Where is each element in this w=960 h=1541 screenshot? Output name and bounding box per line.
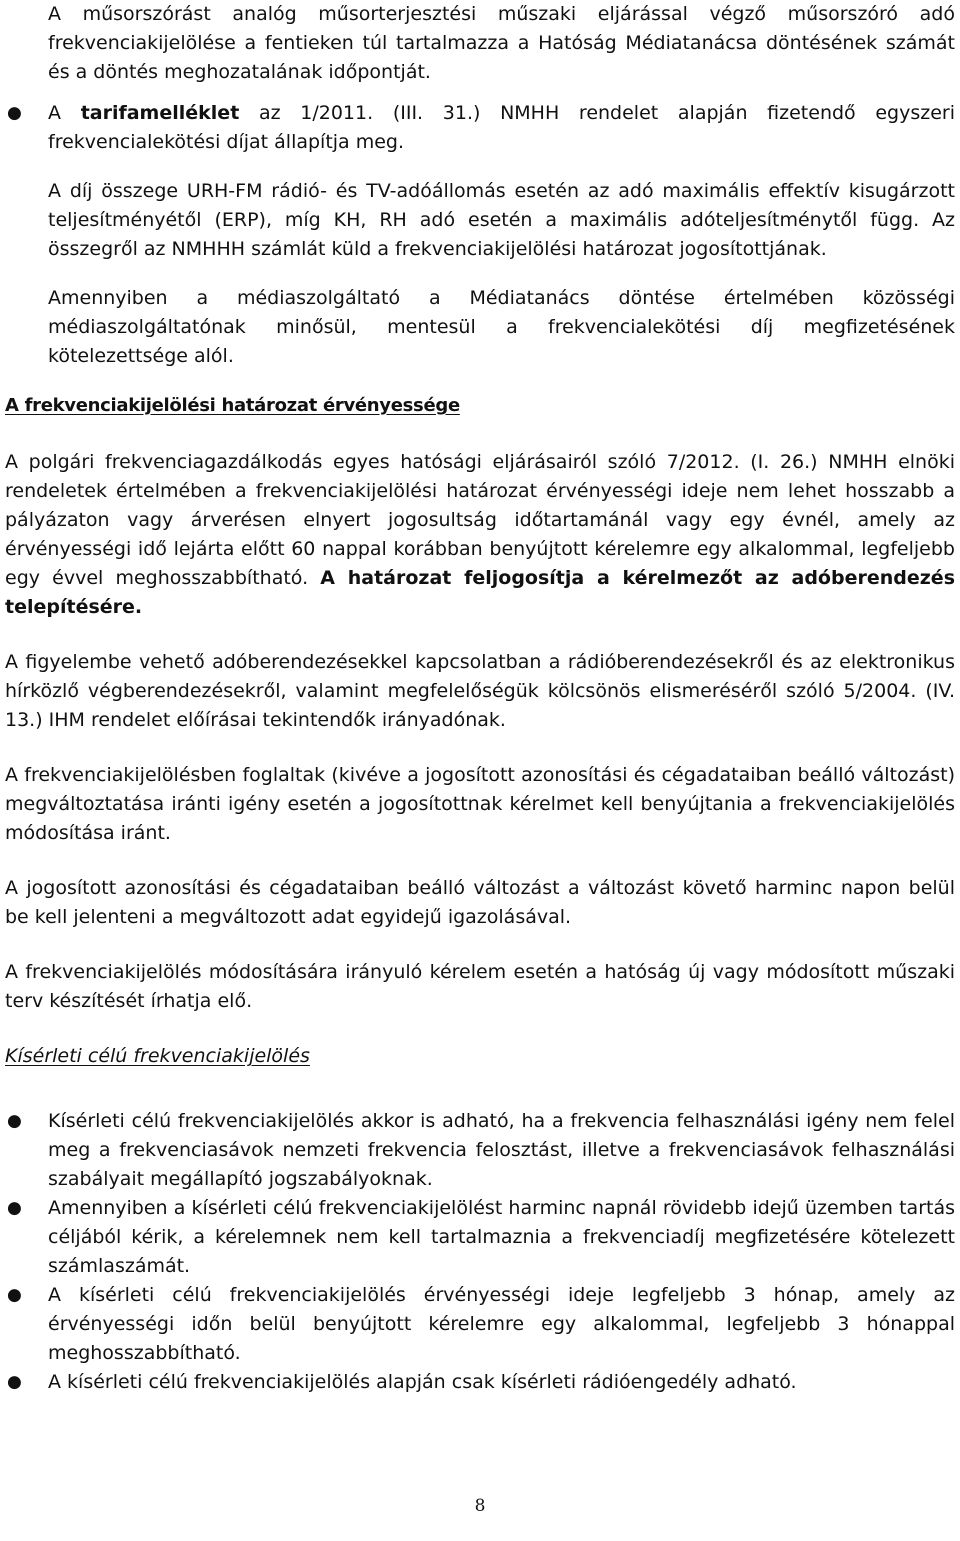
experimental-bullet-item [5, 1368, 955, 1397]
technical-plan-paragraph: A frekvenciakijelölés módosítására irányuló kérelem esetén a hatóság új vagy módosított műszaki terv készítését írhatja elő. [5, 961, 955, 1012]
tariff-bullet-list [5, 99, 955, 157]
tariff-bold-term: tarifamelléklet [80, 102, 240, 124]
experimental-bullet-text: A kísérleti célú frekvenciakijelölés alapján csak kísérleti rádióengedély adható. [48, 1371, 797, 1393]
section-heading-validity: A frekvenciakijelölési határozat érvényessége [5, 395, 460, 416]
tariff-text-before: A [48, 102, 81, 124]
experimental-bullet-text: Kísérleti célú frekvenciakijelölés akkor is adható, ha a frekvencia felhasználási igény nem felel meg a frekvenciasávok nemzeti frekvencia felosztást, illetve a frekvenciasávok felhasználási szabályait megállapító jogszabályoknak. [48, 1110, 955, 1190]
page-number: 8 [474, 1496, 486, 1516]
experimental-bullet-item [5, 1281, 955, 1368]
tariff-text-after: az 1/2011. (III. 31.) NMHH rendelet alapján fizetendő egyszeri frekvencialekötési díjat állapítja meg. [48, 102, 955, 153]
experimental-bullet-text: A kísérleti célú frekvenciakijelölés érvényességi ideje legfeljebb 3 hónap, amely az érvényességi időn belül benyújtott kérelemre egy alkalommal, legfeljebb 3 hónappal meghosszabbítható. [48, 1284, 955, 1364]
community-exemption-paragraph: Amennyiben a médiaszolgáltató a Médiatanács döntése értelmében közösségi médiaszolgáltatónak minősül, mentesül a frekvencialekötési díj megfizetésének kötelezettsége alól. [48, 287, 955, 367]
intro-paragraph: A műsorszórást analóg műsorterjesztési műszaki eljárással végző műsorszóró adó frekvenciakijelölése a fentieken túl tartalmazza a Hatóság Médiatanácsa döntésének számát és a döntés meghozatalának időpontját. [48, 3, 955, 83]
document-page [5, 0, 955, 1397]
validity-paragraph [5, 448, 955, 622]
validity-text: A polgári frekvenciagazdálkodás egyes hatósági eljárásairól szóló 7/2012. (I. 26.) NMHH elnöki rendeletek értelmében a frekvenciakijelölési határozat érvényességi ideje nem lehet hosszabb a pályázaton vagy árverésen elnyert jogosultság időtartamánál vagy egy évnél, amely az érvényességi idő lejárta előtt 60 nappal korábban benyújtott kérelemre egy alkalommal, legfeljebb egy évvel meghosszabbítható. [5, 451, 955, 589]
fee-amount-paragraph: A díj összege URH-FM rádió- és TV-adóállomás esetén az adó maximális effektív kisugárzott teljesítményétől (ERP), míg KH, RH adó esetén a maximális adóteljesítménytől függ. Az összegről az NMHHH számlát küld a frekvenciakijelölési határozat jogosítottjának. [48, 180, 955, 260]
experimental-bullet-item [5, 1107, 955, 1194]
section-heading-experimental: Kísérleti célú frekvenciakijelölés [5, 1045, 310, 1067]
experimental-bullet-item [5, 1194, 955, 1281]
bullet-icon: ● [7, 1372, 22, 1392]
change-notification-paragraph: A jogosított azonosítási és cégadataiban beálló változást a változást követő harminc napon belül be kell jelenteni a megváltozott adat egyidejű igazolásával. [5, 877, 955, 928]
tariff-bullet-item [5, 99, 955, 157]
bullet-icon: ● [7, 1285, 22, 1305]
experimental-bullet-list [5, 1107, 955, 1397]
validity-bold-text: A határozat feljogosítja a kérelmezőt az adóberendezés telepítésére. [5, 567, 955, 618]
experimental-bullet-text: Amennyiben a kísérleti célú frekvenciakijelölést harminc napnál rövidebb idejű üzemben tartás céljából kérik, a kérelemnek nem kell tartalmaznia a frekvenciadíj megfizetésére kötelezett számlaszámát. [48, 1197, 955, 1277]
modification-request-paragraph: A frekvenciakijelölésben foglaltak (kivéve a jogosított azonosítási és cégadataiban beálló változást) megváltoztatása iránti igény esetén a jogosítottnak kérelmet kell benyújtania a frekvenciakijelölés módosítása iránt. [5, 764, 955, 844]
equipment-paragraph: A figyelembe vehető adóberendezésekkel kapcsolatban a rádióberendezésekről és az elektronikus hírközlő végberendezésekről, valamint megfelelőségük kölcsönös elismeréséről szóló 5/2004. (IV. 13.) IHM rendelet előírásai tekintendők irányadónak. [5, 651, 955, 731]
bullet-icon: ● [7, 103, 22, 123]
bullet-icon: ● [7, 1111, 22, 1131]
bullet-icon: ● [7, 1198, 22, 1218]
